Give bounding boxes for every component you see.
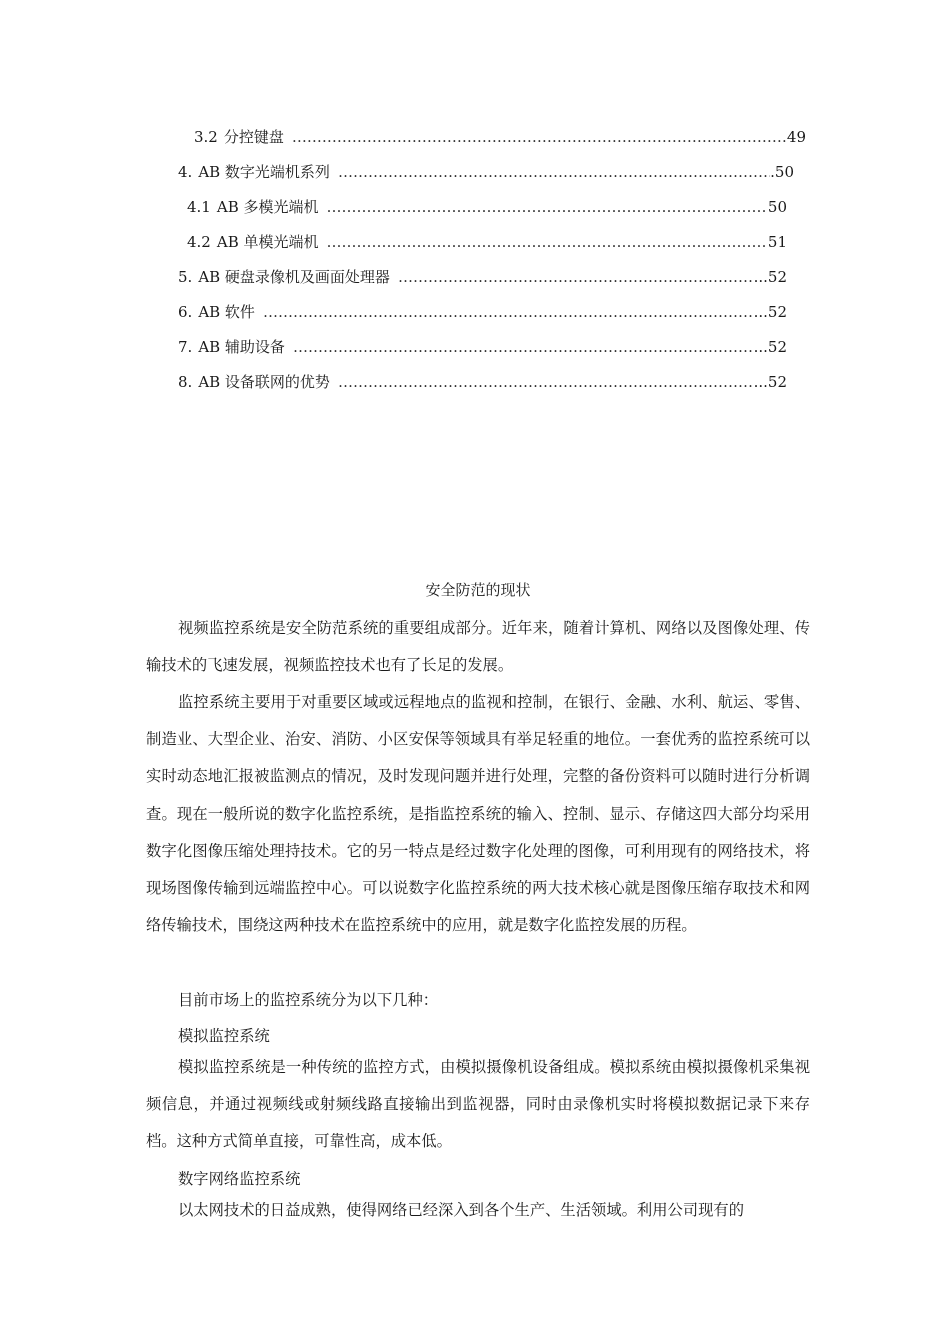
toc-entry[interactable]	[178, 266, 787, 290]
toc-entry-number: 4.1	[187, 198, 211, 216]
toc-entry-number: 8.	[178, 373, 193, 391]
toc-entry-page: 50	[767, 198, 787, 216]
toc-entry-page: ...52	[753, 338, 787, 356]
toc-entry-number: 4.2	[187, 233, 211, 251]
toc-entry-number: 3.2	[194, 128, 218, 146]
toc-entry-title: AB 辅助设备	[198, 338, 285, 356]
toc-entry[interactable]	[187, 196, 787, 220]
subheading-analog: 模拟监控系统	[178, 1027, 270, 1045]
toc-entry-number: 6.	[178, 303, 193, 321]
paragraph: 以太网技术的日益成熟，使得网络已经深入到各个生产、生活领域。利用公司现有的	[178, 1201, 744, 1219]
toc-entry-title: AB 硬盘录像机及画面处理器	[198, 268, 390, 286]
toc-entry[interactable]	[178, 161, 794, 185]
paragraph: 监控系统主要用于对重要区域或远程地点的监视和控制，在银行、金融、水利、航运、零售、制造业、大型企业、治安、消防、小区安保等领域具有举足轻重的地位。一套优秀的监控系统可以实时动态地汇报被监测点的情况，及时发现问题并进行处理，完整的备份资料可以随时进行分析调查。现在一般所说的数字化监控系统，是指监控系统的输入、控制、显示、存储这四大部分均采用数字化图像压缩处理持技术。它的另一特点是经过数字化处理的图像，可利用现有的网络技术，将现场图像传输到远端监控中心。可以说数字化监控系统的两大技术核心就是图像压缩存取技术和网络传输技术，围绕这两种技术在监控系统中的应用，就是数字化监控发展的历程。	[146, 693, 810, 935]
toc-entry-title: AB 单模光端机	[216, 233, 319, 251]
paragraph: 目前市场上的监控系统分为以下几种：	[178, 991, 439, 1009]
toc-entry-page: ...52	[753, 373, 787, 391]
toc-dot-leader	[292, 128, 787, 146]
toc-dot-leader	[338, 163, 770, 181]
toc-entry-number: 5.	[178, 268, 193, 286]
toc-dot-leader	[398, 268, 754, 286]
toc-entry-page: ...52	[753, 268, 787, 286]
paragraph: 模拟监控系统是一种传统的监控方式，由模拟摄像机设备组成。模拟系统由模拟摄像机采集视频信息，并通过视频线或射频线路直接输出到监视器，同时由录像机实时将模拟数据记录下来存档。这种方式简单直接，可靠性高，成本低。	[146, 1058, 810, 1151]
toc-entry-title: AB 设备联网的优势	[198, 373, 330, 391]
section-title: 安全防范的现状	[425, 581, 531, 599]
toc-dot-leader	[263, 303, 754, 321]
toc-dot-leader	[326, 198, 767, 216]
toc-dot-leader	[293, 338, 754, 356]
toc-dot-leader	[326, 233, 767, 251]
toc-entry-title: AB 数字光端机系列	[198, 163, 330, 181]
toc-entry-page: 49	[786, 128, 806, 146]
toc-dot-leader	[338, 373, 754, 391]
toc-entry-page: ...52	[753, 303, 787, 321]
toc-entry-page: .50	[770, 163, 794, 181]
toc-entry[interactable]	[194, 126, 806, 150]
toc-entry-title: 分控键盘	[223, 128, 284, 146]
toc-entry-page: 51	[767, 233, 787, 251]
paragraph: 视频监控系统是安全防范系统的重要组成部分。近年来，随着计算机、网络以及图像处理、传输技术的飞速发展，视频监控技术也有了长足的发展。	[146, 619, 810, 675]
toc-entry[interactable]	[178, 371, 787, 395]
toc-entry-title: AB 多模光端机	[216, 198, 319, 216]
toc-entry-number: 4.	[178, 163, 193, 181]
toc-entry-title: AB 软件	[198, 303, 255, 321]
toc-entry[interactable]	[187, 231, 787, 255]
toc-entry[interactable]	[178, 336, 787, 360]
toc-entry[interactable]	[178, 301, 787, 325]
toc-entry-number: 7.	[178, 338, 193, 356]
subheading-digital: 数字网络监控系统	[178, 1170, 301, 1188]
